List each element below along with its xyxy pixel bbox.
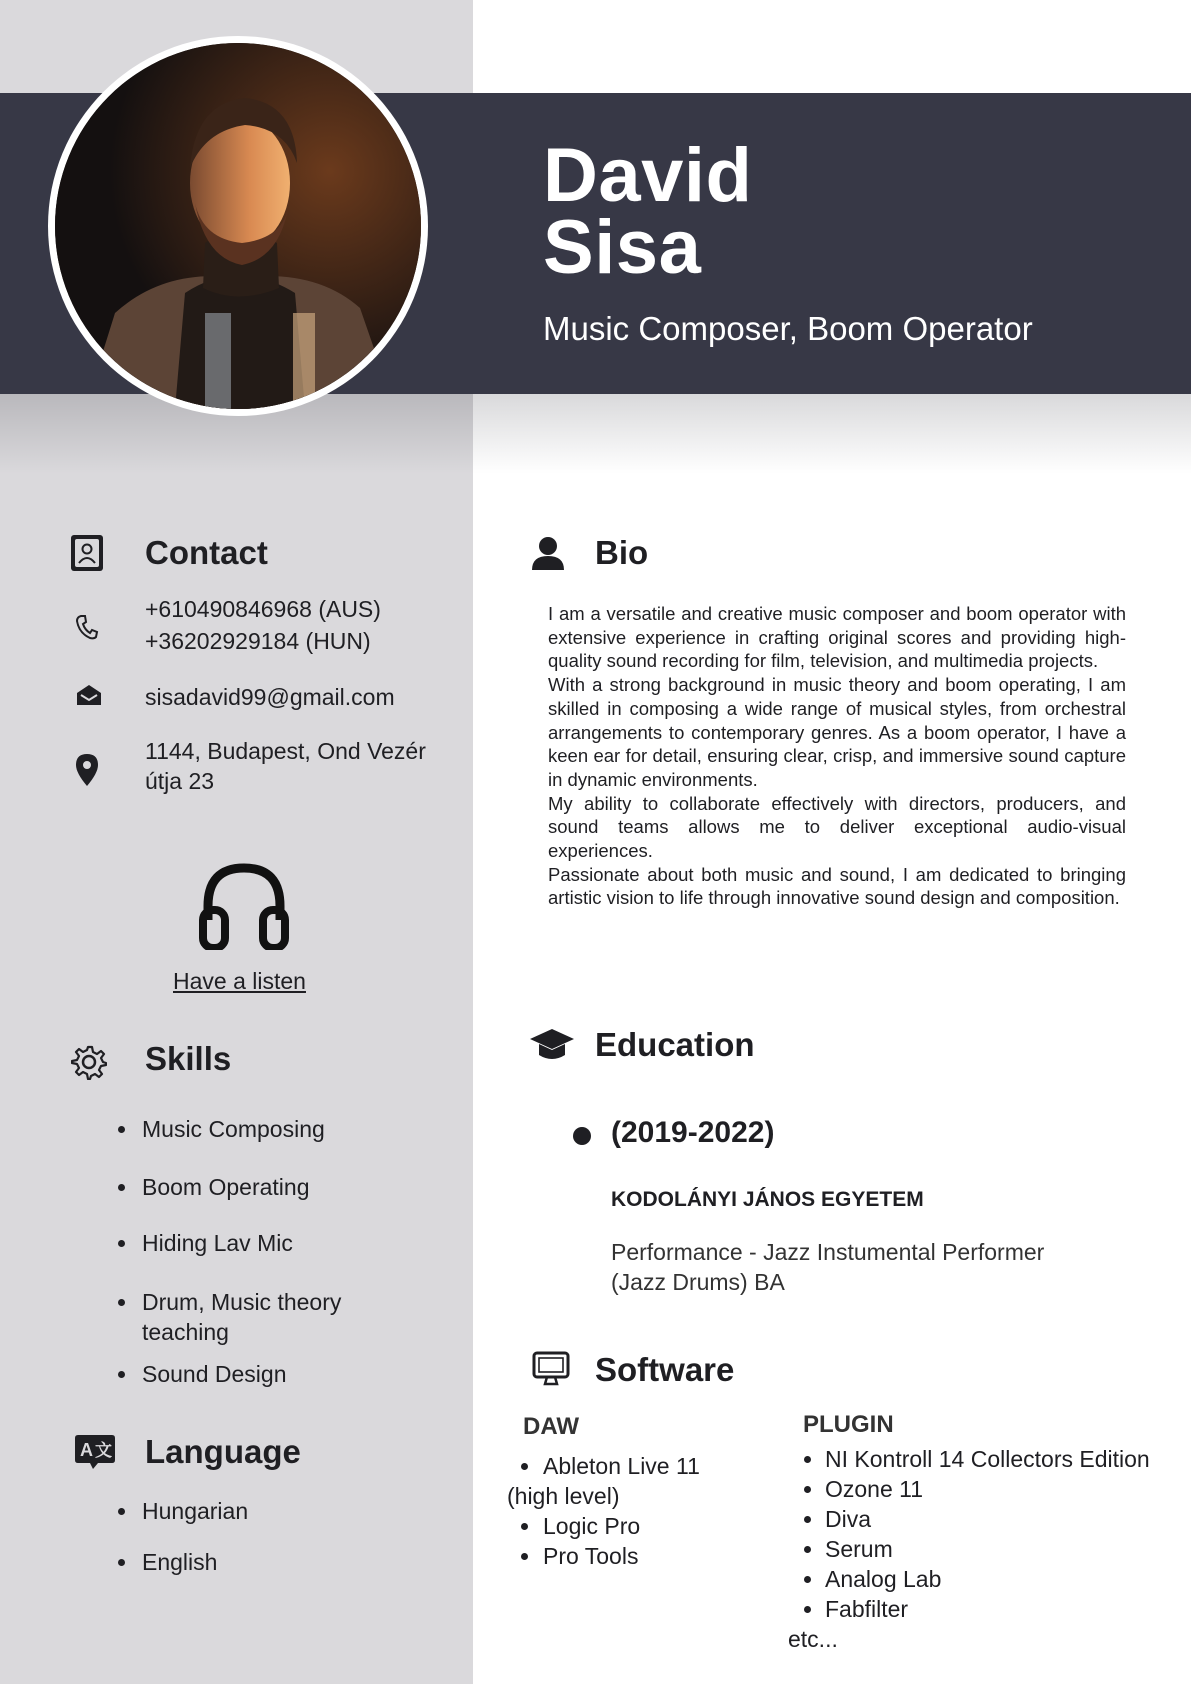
phone-aus[interactable]: +610490846968 (AUS) <box>145 596 381 622</box>
person-icon <box>530 535 566 571</box>
bio-heading: Bio <box>595 534 649 571</box>
daw-item-continued: (high level) <box>507 1483 620 1509</box>
email-link[interactable]: sisadavid99@gmail.com <box>145 684 395 710</box>
profile-photo <box>55 43 421 409</box>
daw-item: Pro Tools <box>543 1541 638 1571</box>
daw-label: DAW <box>523 1413 579 1440</box>
language-item: Hungarian <box>142 1496 248 1526</box>
language-heading: Language <box>145 1433 301 1470</box>
address-line-1: 1144, Budapest, Ond Vezér <box>145 738 426 764</box>
plugin-item: Analog Lab <box>825 1564 941 1594</box>
first-name: David <box>543 133 753 218</box>
skills-heading: Skills <box>145 1040 232 1077</box>
skill-item: Boom Operating <box>142 1172 309 1202</box>
program-line-1: Performance - Jazz Instumental Performer <box>611 1239 1045 1265</box>
skill-item: Music Composing <box>142 1114 325 1144</box>
svg-text:文: 文 <box>95 1441 112 1460</box>
envelope-icon <box>74 680 104 710</box>
bio-paragraph: With a strong background in music theory and boom operating, I am skilled in composing a wide range of musical styles, from orchestral arrangements to contemporary genres. As a boom operator, I have a keen ear for detail, ensuring clear, crisp, and immersive sound capture in dynamic environments. <box>548 674 1126 790</box>
daw-item: Logic Pro <box>543 1511 640 1541</box>
plugin-item: Diva <box>825 1504 871 1534</box>
phone-hun[interactable]: +36202929184 (HUN) <box>145 628 371 654</box>
address-line-2: útja 23 <box>145 768 215 794</box>
skill-item: Sound Design <box>142 1359 287 1389</box>
bio-paragraph: Passionate about both music and sound, I am dedicated to bringing artistic vision to life through innovative sound design and composition. <box>548 863 1126 909</box>
skill-item-continued: teaching <box>142 1319 229 1345</box>
school-name: KODOLÁNYI JÁNOS EGYETEM <box>611 1188 924 1211</box>
phone-icon <box>72 612 102 642</box>
bio-paragraph: I am a versatile and creative music composer and boom operator with extensive experience in crafting original scores and providing high-quality sound recording for film, television, and multimedia projects. <box>548 603 1126 672</box>
software-heading: Software <box>595 1351 735 1388</box>
program-line-2: (Jazz Drums) BA <box>611 1269 785 1295</box>
headphones-icon[interactable] <box>198 860 290 950</box>
plugin-item: Serum <box>825 1534 893 1564</box>
listen-link[interactable]: Have a listen <box>173 968 306 994</box>
banner-shadow <box>473 394 1191 474</box>
name-heading <box>543 133 753 290</box>
graduation-cap-icon <box>528 1026 576 1064</box>
education-heading: Education <box>595 1026 755 1063</box>
translate-icon <box>74 1434 116 1470</box>
svg-text:A: A <box>80 1440 93 1460</box>
plugin-label: PLUGIN <box>803 1411 894 1438</box>
plugin-item: NI Kontroll 14 Collectors Edition <box>825 1444 1150 1474</box>
gear-icon <box>70 1043 108 1081</box>
skill-item: Hiding Lav Mic <box>142 1228 293 1258</box>
monitor-icon <box>531 1350 571 1388</box>
skill-item: Drum, Music theory <box>142 1287 341 1317</box>
location-pin-icon <box>72 752 102 788</box>
bio-text <box>548 602 1126 910</box>
avatar <box>48 36 428 416</box>
plugin-item: Fabfilter <box>825 1594 908 1624</box>
contact-heading: Contact <box>145 534 268 571</box>
plugin-item: Ozone 11 <box>825 1474 923 1504</box>
job-title: Music Composer, Boom Operator <box>543 310 1033 347</box>
last-name: Sisa <box>543 205 702 290</box>
education-period: (2019-2022) <box>611 1116 775 1149</box>
timeline-dot <box>573 1127 591 1145</box>
contact-book-icon <box>68 534 106 572</box>
language-item: English <box>142 1547 217 1577</box>
plugin-etc: etc... <box>788 1626 838 1652</box>
bio-paragraph: My ability to collaborate effectively with directors, producers, and sound teams allows me to deliver exceptional audio-visual experiences. <box>548 792 1126 862</box>
daw-item: Ableton Live 11 <box>543 1451 700 1481</box>
